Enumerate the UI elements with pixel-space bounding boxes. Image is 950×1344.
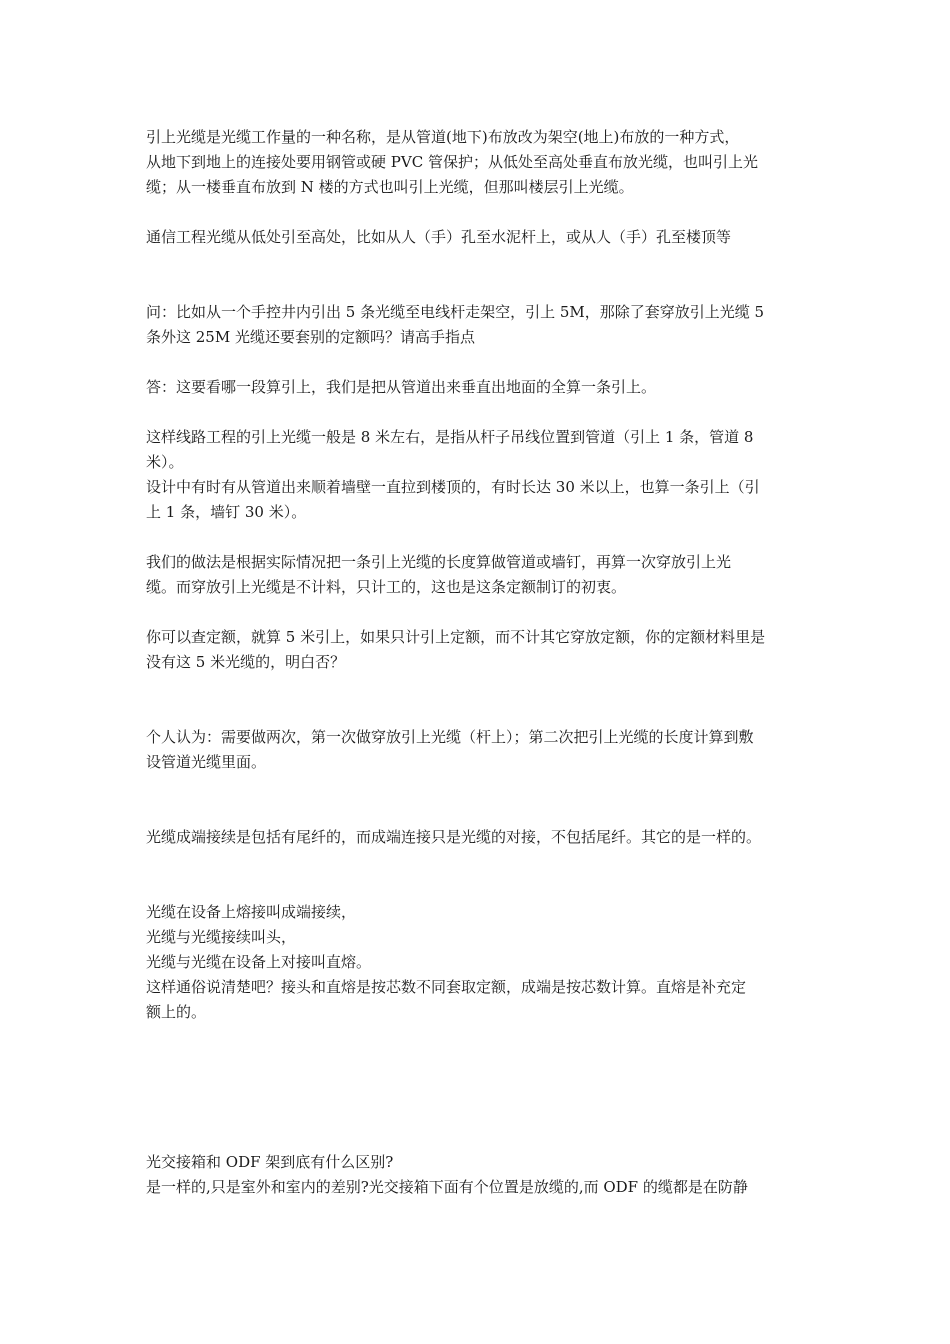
text-line: 光交接箱和 ODF 架到底有什么区别? [146, 1153, 394, 1171]
text-line: 缆。而穿放引上光缆是不计料，只计工的，这也是这条定额制订的初衷。 [146, 578, 627, 596]
text-line: 光缆成端接续是包括有尾纤的，而成端连接只是光缆的对接，不包括尾纤。其它的是一样的。 [146, 828, 762, 846]
text-line: 你可以查定额，就算 5 米引上，如果只计引上定额，而不计其它穿放定额，你的定额材料里是 [146, 628, 766, 646]
paragraph-practice [146, 550, 810, 600]
text-line: 个人认为：需要做两次，第一次做穿放引上光缆（杆上）；第二次把引上光缆的长度计算到敷 [146, 728, 754, 746]
paragraph-answer [146, 375, 810, 400]
text-line: 光缆在设备上熔接叫成端接续， [146, 903, 357, 921]
paragraph-line-engineering [146, 425, 810, 525]
document-body [146, 125, 810, 1200]
text-line: 光缆与光缆在设备上对接叫直熔。 [146, 953, 372, 971]
paragraph-cable-definition [146, 125, 810, 200]
text-line: 从地下到地上的连接处要用钢管或硬 PVC 管保护；从低处至高处垂直布放光缆，也叫引上光 [146, 153, 758, 171]
text-line: 光缆与光缆接续叫头， [146, 928, 297, 946]
paragraph-question [146, 300, 810, 350]
text-line: 答：这要看哪一段算引上，我们是把从管道出来垂直出地面的全算一条引上。 [146, 378, 657, 396]
text-line: 引上光缆是光缆工作量的一种名称，是从管道(地下)布放改为架空(地上)布放的一种方式， [146, 128, 740, 146]
text-line: 缆；从一楼垂直布放到 N 楼的方式也叫引上光缆，但那叫楼层引上光缆。 [146, 178, 634, 196]
paragraph-personal-opinion [146, 725, 810, 775]
text-line: 米）。 [146, 453, 184, 471]
text-line: 设管道光缆里面。 [146, 753, 267, 771]
text-line: 这样通俗说清楚吧？接头和直熔是按芯数不同套取定额，成端是按芯数计算。直熔是补充定 [146, 978, 747, 996]
paragraph-odf-difference [146, 1150, 810, 1200]
text-line: 是一样的,只是室外和室内的差别?光交接箱下面有个位置是放缆的,而 ODF 的缆都是在防静 [146, 1178, 748, 1196]
text-line: 条外这 25M 光缆还要套别的定额吗？请高手指点 [146, 328, 475, 346]
text-line: 我们的做法是根据实际情况把一条引上光缆的长度算做管道或墙钉，再算一次穿放引上光 [146, 553, 732, 571]
text-line: 额上的。 [146, 1003, 207, 1021]
text-line: 这样线路工程的引上光缆一般是 8 米左右，是指从杆子吊线位置到管道（引上 1 条，管道 8 [146, 428, 754, 446]
paragraph-cable-routing [146, 225, 810, 250]
text-line: 设计中有时有从管道出来顺着墙壁一直拉到楼顶的，有时长达 30 米以上，也算一条引上（引 [146, 478, 760, 496]
text-line: 通信工程光缆从低处引至高处，比如从人（手）孔至水泥杆上，或从人（手）孔至楼顶等 [146, 228, 732, 246]
paragraph-termination-splicing [146, 825, 810, 850]
text-line: 上 1 条，墙钉 30 米）。 [146, 503, 307, 521]
paragraph-splicing-types [146, 900, 810, 1025]
text-line: 问：比如从一个手控井内引出 5 条光缆至电线杆走架空，引上 5M，那除了套穿放引上光缆 5 [146, 303, 765, 321]
paragraph-quota-check [146, 625, 810, 675]
text-line: 没有这 5 米光缆的，明白否？ [146, 653, 346, 671]
